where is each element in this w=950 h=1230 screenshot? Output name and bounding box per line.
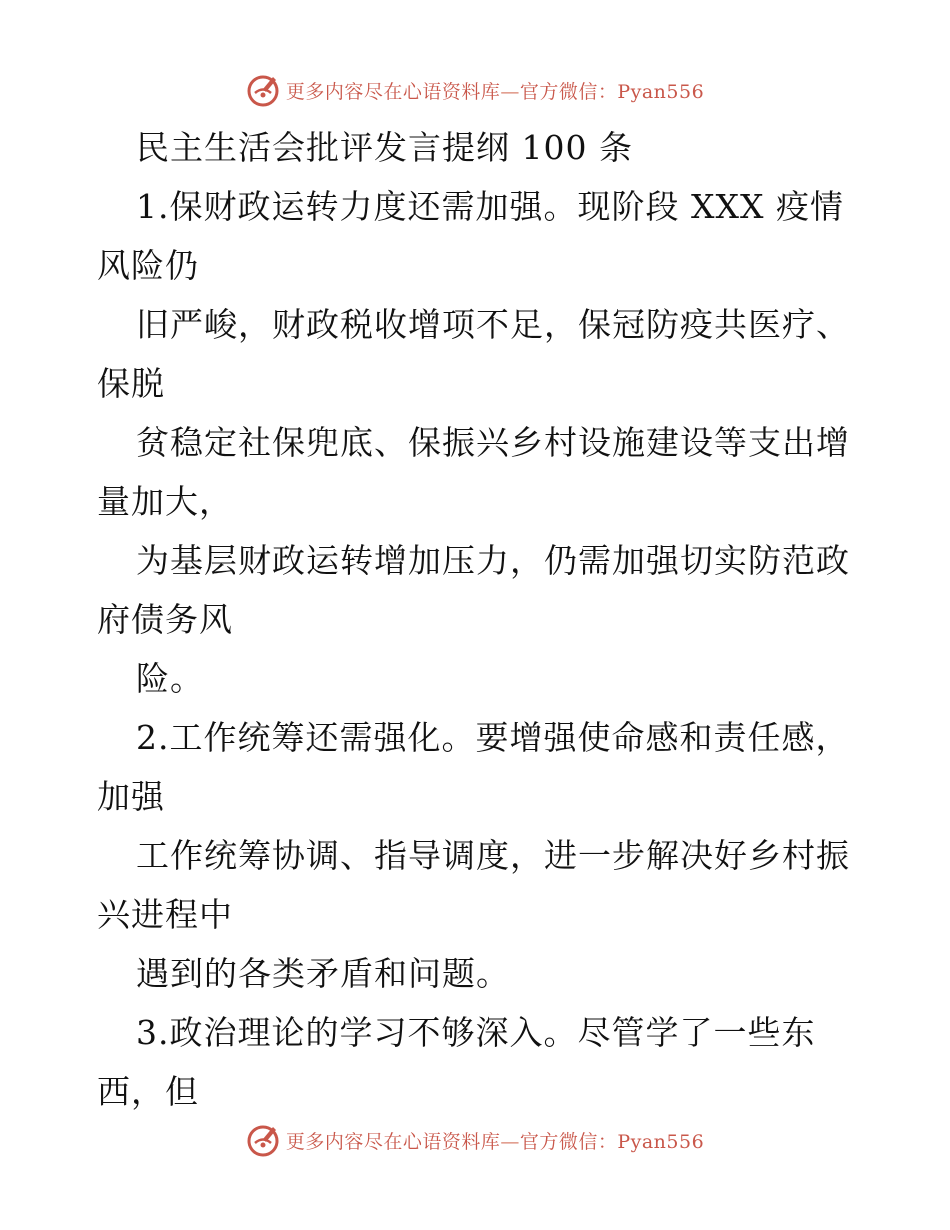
document-line: 兴进程中 — [97, 895, 233, 934]
document-line: 工作统筹协调、指导调度，进一步解决好乡村振 — [136, 836, 850, 875]
document-line: 民主生活会批评发言提纲 100 条 — [136, 128, 633, 167]
banner-text — [286, 77, 704, 104]
document-line: 量加大， — [97, 482, 233, 521]
banner-separator: — — [500, 1130, 520, 1153]
document-body — [97, 118, 867, 1121]
document-line: 加强 — [97, 777, 165, 816]
document-line: 险。 — [136, 659, 204, 698]
header-watermark-banner — [0, 70, 950, 110]
document-line: 府债务风 — [97, 600, 233, 639]
banner-contact: 官方微信：Pyan556 — [519, 80, 705, 103]
document-line: 2.工作统筹还需强化。要增强使命感和责任感， — [136, 718, 850, 757]
banner-text — [286, 1127, 704, 1154]
document-line: 遇到的各类矛盾和问题。 — [136, 954, 510, 993]
document-line: 保脱 — [97, 364, 165, 403]
banner-contact: 官方微信：Pyan556 — [519, 1130, 705, 1153]
book-pen-logo-icon — [246, 73, 280, 107]
banner-main-text: 更多内容尽在心语资料库 — [285, 1130, 501, 1153]
document-line: 西，但 — [97, 1072, 199, 1111]
document-line: 贫稳定社保兜底、保振兴乡村设施建设等支出增 — [136, 423, 850, 462]
document-line: 为基层财政运转增加压力，仍需加强切实防范政 — [136, 541, 850, 580]
book-pen-logo-icon — [246, 1123, 280, 1157]
document-line: 旧严峻，财政税收增项不足，保冠防疫共医疗、 — [136, 305, 850, 344]
document-line: 风险仍 — [97, 246, 199, 285]
footer-watermark-banner — [0, 1120, 950, 1160]
banner-separator: — — [500, 80, 520, 103]
document-line: 3.政治理论的学习不够深入。尽管学了一些东 — [136, 1013, 816, 1052]
banner-main-text: 更多内容尽在心语资料库 — [285, 80, 501, 103]
document-line: 1.保财政运转力度还需加强。现阶段 XXX 疫情 — [136, 187, 844, 226]
